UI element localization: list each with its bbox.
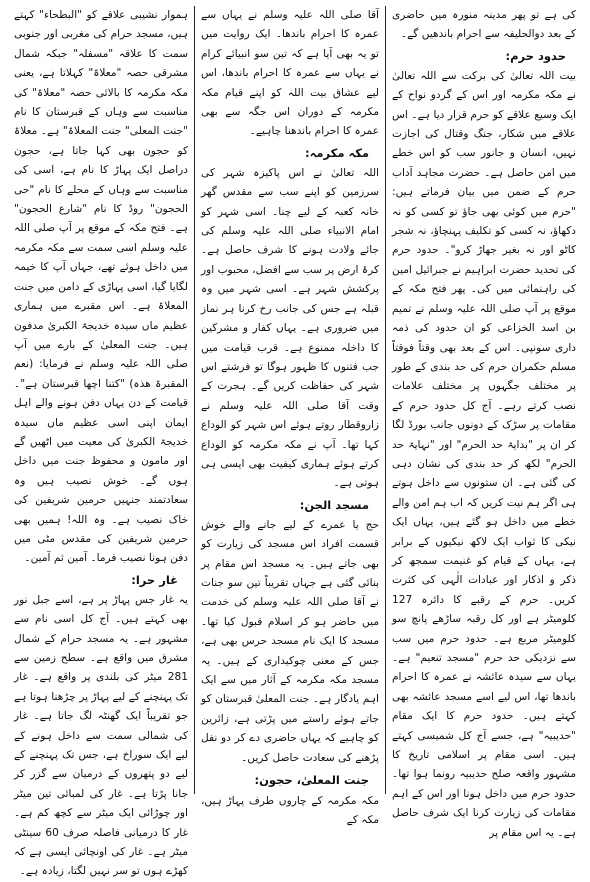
paragraph: یہ غار جس پہاڑ پر ہے، اسے جبل نور بھی کہتے ہیں۔ آج کل اسی نام سے مشہور ہے۔ یہ مسجد حرام کے شمال مشرق میں واقع ہے۔ سطح زمین سے 281 میٹر کی بلندی پر واقع ہے۔ غار تک پہنچنے کے لیے پہاڑ پر چڑھنا ہوتا ہے جو تقریباً ایک گھنٹہ لگ جاتا ہے۔ غار کی شمالی سمت سے داخل ہونے کے لیے ایک سوراخ ہے، جس تک پہنچنے کے لیے دو پتھروں کے درمیان سے گزر کر جانا پڑتا ہے۔ غار کی لمبائی تین میٹر اور چوڑائی ایک میٹر سے کچھ کم ہے۔ غار کا درمیانی فاصلہ صرف 60 سینٹی میٹر ہے۔ غار کی اونچائی ایسی ہے کہ کھڑے ہوں تو سر نہیں لگتا، زیادہ ہے۔	[14, 593, 188, 878]
paragraph: حج یا عمرے کے لیے جانے والے خوش قسمت افراد اس مسجد کی زیارت کو بھی جاتے ہیں۔ یہ مسجد اس مقام پر بنائی گئی ہے جہاں تقریباً تین سو جنات نے آقا صلی اللہ علیہ وسلم کی خدمت میں حاضر ہو کر اسلام قبول کیا تھا۔ مسجد کا ایک نام مسجد حرس بھی ہے، جس کے معنی چوکیداری کے ہیں۔ یہ مسجد مکہ مکرمہ کے آثار میں سے ایک اہم یادگار ہے۔ جنت المعلیٰ قبرستان کو جاتے ہوئے راستے میں پڑتی ہے، زائرین کو چاہیے کہ یہاں حاضری دے کر دو نفل پڑھنے کی سعادت حاصل کریں۔	[201, 518, 379, 764]
section-heading: حدود حرم:	[505, 48, 566, 63]
column-middle	[194, 6, 386, 827]
section-heading: جنت المعلیٰ، حجون:	[254, 773, 369, 788]
paragraph: کی ہے تو پھر مدینہ منورہ میں حاضری کے بعد دوالحلیفہ سے احرام باندھیں گے۔	[392, 9, 576, 41]
paragraph: ہموار نشیبی علاقے کو "البطحاء" کہتے ہیں، مسجد حرام کی مغربی اور جنوبی سمت کا علاقہ "مسفلہ" جبکہ شمال مشرقی حصہ "معلاۃ" کہلاتا ہے، یعنی مکہ مکرمہ کا بالائی حصہ "معلاۃ" کی مناسبت سے وہاں کے قبرستان کا نام "جنت المعلی" جنت المعلاۃ" ہے۔ معلاۃ کو حجون بھی کہا جاتا ہے، حجون دراصل ایک پہاڑ کا نام ہے، اسی کی مناسبت سے وہاں کے محلے کا نام "حی الحجون" روڈ کا نام "شارع الحجون" ہے۔ فتح مکہ کے موقع پر آپ صلی اللہ علیہ وسلم اسی سمت سے مکہ مکرمہ میں داخل ہوئے تھے، جہاں آپ کا خیمہ لگایا گیا، اسی پہاڑی کے دامن میں جنت المعلاۃ ہے۔ اس مقبرے میں ہماری عظیم ماں سیدہ خدیجۃ الکبریٰ مدفون ہیں۔ جنت المعلیٰ کے بارے میں آپ صلی اللہ علیہ وسلم نے فرمایا: (نعم المقبرۃ ھذہ) "کتنا اچھا قبرستان ہے"۔ قیامت کے دن یہاں دفن ہونے والے اہل ایمان اپنی اسی عظیم ماں سیدہ خدیجۃ الکبریٰ کی معیت میں اٹھیں گے اور مامون و محفوظ جنت میں داخل ہوں گے۔ خوش نصیب ہیں وہ سعادتمند جنہیں حرمین شریفین کی خاک نصیب ہے۔ وہ اللہ! ہمیں بھی حرمین شریفین کی مقدس مٹی میں دفن ہونا نصیب فرما۔ آمین ثم آمین۔	[14, 9, 188, 565]
paragraph: مکہ مکرمہ کے چاروں طرف پہاڑ ہیں، مکہ کے	[201, 795, 379, 827]
paragraph: بیت اللہ تعالیٰ کی برکت سے اللہ تعالیٰ نے مکہ مکرمہ اور اس کے گردو نواح کے ایک وسیع علاقے کو حرم قرار دیا ہے۔ اس علاقے میں شکار، جنگ وقتال کی اجازت نہیں، انسان و جانور سب کو اس خطے میں امن حاصل ہے۔ حضرت مجاہد آداب حرم کے ضمن میں بیان فرماتے ہیں: "حرم میں کوئی بھی جاؤ تو کسی کو نہ دکھاؤ، نہ کسی کو تکلیف پہنچاؤ، نہ شجر کاٹو اور نہ بغیر جھاڑ کرو"۔ حدود حرم کی تحدید حضرت ابراہیم نے جبرائیل امین کی راہنمائی میں کی۔ پھر فتح مکہ کے موقع پر آپ صلی اللہ علیہ وسلم نے تمیم بن اسد الخزاعی کو ان حدود کی ذمہ داری سونپی۔ اس کے بعد بھی وقتاً فوقتاً مسلم حکمران حرم کی حد بندی کے طور پر مختلف جگہوں پر مختلف علامات نصب کرتے رہے۔ آج کل حدود حرم کے مقامات پر سڑک کے دونوں جانب بورڈ لگا کر ان پر "بدایۃ حد الحرم" اور "نہایۃ حد الحرم" لکھ کر حد بندی کی نشان دہی کی گئی ہے۔ ان ستونوں سے داخل ہوتے ہی اگر ہم نیت کریں کہ اب ہم امن والے خطے میں داخل ہو گئے ہیں، یہاں ایک نیکی کا ثواب ایک لاکھ نیکیوں کے برابر ہے، یہاں کے قیام کو غنیمت سمجھ کر ذکر و اذکار اور عبادات الٰہی کی کثرت کریں۔ حرم کے رقبے کا دائرہ 127 کلومیٹر ہے اور کل رقبہ ساڑھے پانچ سو کلومیٹر مربع ہے۔ حدود حرم میں سب سے نزدیکی حد حرم "مسجد تنعیم" ہے۔ یہاں سے سیدہ عائشہ نے عمرہ کا احرام باندھا تھا، اس لیے اسے مسجد عائشہ بھی کہتے ہیں۔ حدود حرم کا ایک مقام "حدیبیہ" ہے، جسے آج کل شمیسی کہتے ہیں۔ اسی مقام پر اسلامی تاریخ کا مشہور واقعہ صلح حدیبیہ رونما ہوا تھا۔ حدود حرم میں داخل ہونا اور اس کے اہم مقامات کی زیارت کرنا ایک شرف حاصل ہے۔ یہ اس مقام پر	[392, 69, 576, 839]
column-left	[8, 6, 194, 878]
paragraph: اللہ تعالیٰ نے اس پاکیزہ شہر کی سرزمین کو اپنے سب سے مقدس گھر خانہ کعبہ کے لیے چنا۔ اسی شہر کو امام الانبیاء صلی اللہ علیہ وسلم کی جائے ولادت ہونے کا شرف حاصل ہے۔ کرۂ ارض پر سب سے افضل، محبوب اور پرکشش شہر ہے۔ اسی شہر میں وہ قبلہ ہے جس کی جانب رخ کرنا ہر نماز میں ضروری ہے۔ یہاں کفار و مشرکین کا داخلہ ممنوع ہے۔ قرب قیامت میں جب فتنوں کا ظہور ہوگا تو فرشتے اس شہر کی حفاظت کریں گے۔ ہجرت کے وقت آقا صلی اللہ علیہ وسلم نے زاروقطار روتے ہوئے اس شہر کو الوداع کہا تھا۔ آپ نے مکہ مکرمہ کو الوداع کرتے ہوئے ہماری کیفیت بھی ایسی ہی ہوتی ہے۔	[201, 166, 379, 490]
paragraph: آقا صلی اللہ علیہ وسلم نے یہاں سے عمرہ کا احرام باندھا۔ ایک روایت میں تو یہ بھی آیا ہے کہ تین سو انبیائے کرام نے یہاں سے عمرہ کا احرام باندھا، اس لیے عشاق بیت اللہ کو اپنے قیام مکہ مکرمہ کے دوران اس جگہ سے بھی عمرہ کا احرام باندھنا چاہیے۔	[201, 9, 379, 138]
section-heading: مکہ مکرمہ:	[305, 145, 369, 160]
section-heading: مسجد الجن:	[299, 497, 369, 512]
section-heading: غار حرا:	[131, 572, 178, 587]
column-right	[386, 6, 582, 839]
